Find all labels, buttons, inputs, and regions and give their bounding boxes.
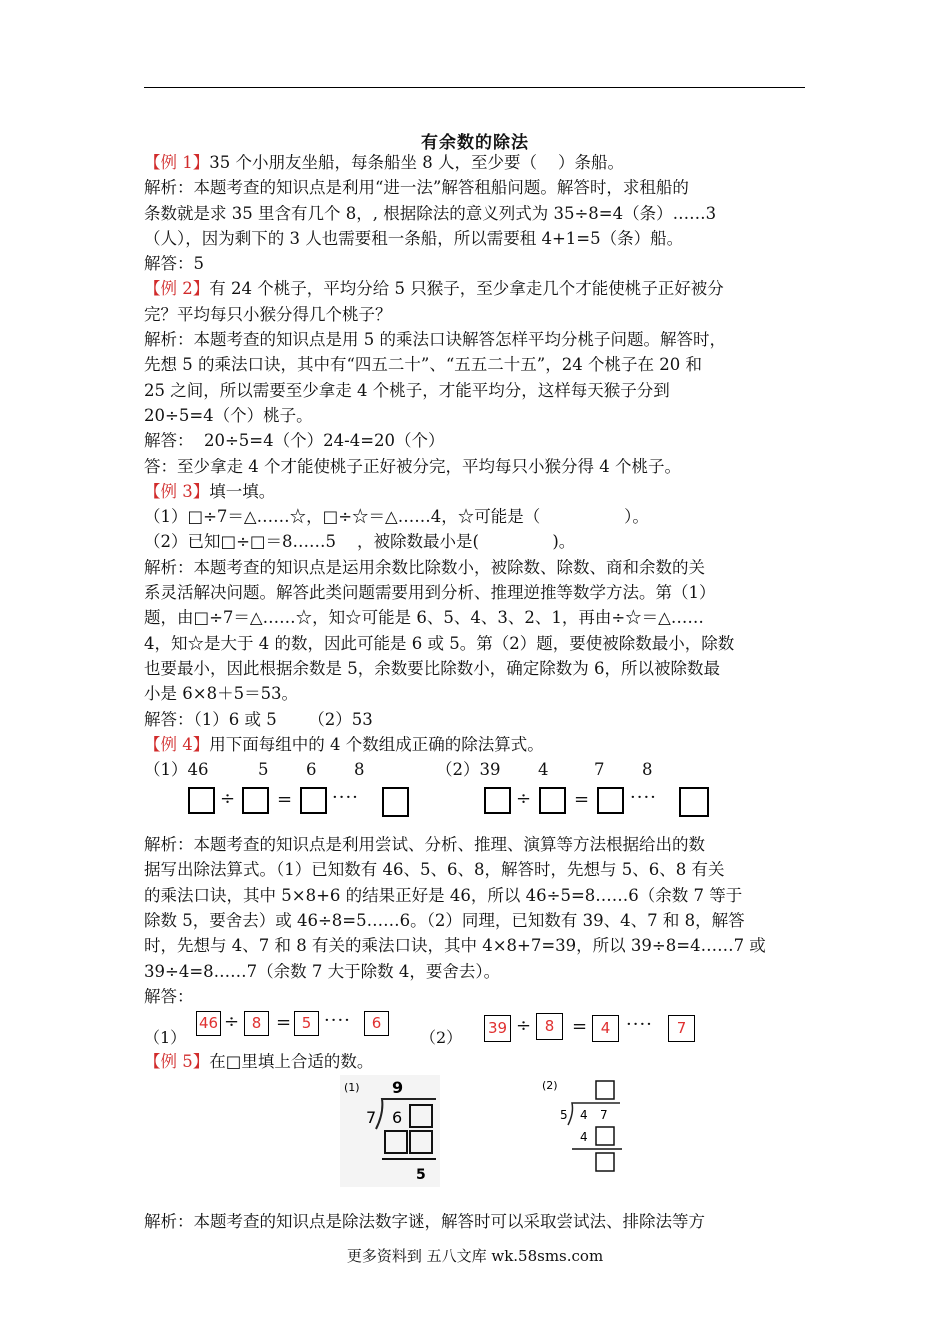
remainder-blank-box bbox=[679, 787, 709, 817]
group-1-number: 6 bbox=[306, 760, 317, 780]
group-2-label: （2）39 bbox=[436, 760, 501, 780]
example-1-analysis: 解析：本题考查的知识点是利用“进一法”解答租船问题。解答时，求租船的 bbox=[144, 178, 689, 198]
example-4-answer-equations bbox=[144, 1009, 808, 1049]
puzzle-2-subtrahend-digit: 4 bbox=[580, 1129, 588, 1144]
quotient-blank-box bbox=[597, 787, 624, 814]
group-1-label: （1）46 bbox=[144, 760, 209, 780]
dividend-blank-box bbox=[188, 787, 215, 814]
puzzle-2-label: (2) bbox=[542, 1078, 558, 1092]
divide-sign: ÷ bbox=[224, 1011, 240, 1033]
example-2-answer: 解答： 20÷5=4（个）24-4=20（个） bbox=[144, 431, 445, 451]
divisor-blank-box bbox=[242, 787, 269, 814]
example-4-answer-label: 解答： bbox=[144, 986, 194, 1006]
example-2-question: 完？平均每只小猴分得几个桃子？ bbox=[144, 304, 392, 324]
group-2-number: 8 bbox=[642, 760, 653, 780]
equals-sign: = bbox=[574, 789, 590, 811]
group-2-number: 7 bbox=[594, 760, 605, 780]
page-title: 有余数的除法 bbox=[421, 133, 529, 153]
example-2-analysis: 先想 5 的乘法口诀，其中有“四五二十”、“五五二十五”，24 个桃子在 20 和 bbox=[144, 355, 702, 375]
puzzle-1-quotient: 9 bbox=[392, 1077, 404, 1097]
answer-remainder-box: 6 bbox=[364, 1011, 389, 1036]
remainder-dots: ···· bbox=[626, 1014, 653, 1036]
example-4-analysis: 39÷4=8……7（余数 7 大于除数 4，要舍去）。 bbox=[144, 961, 501, 981]
example-3-analysis: 小是 6×8＋5＝53。 bbox=[144, 684, 299, 704]
divide-sign: ÷ bbox=[516, 788, 532, 810]
example-2-analysis: 25 之间，所以需要至少拿走 4 个桃子，才能平均分，这样每天猴子分到 bbox=[144, 380, 670, 400]
remainder-blank-box bbox=[382, 787, 409, 817]
example-3-question: 【例 3】填一填。 bbox=[144, 481, 276, 501]
quotient-blank-box bbox=[300, 787, 327, 814]
puzzle-2-blank-box bbox=[596, 1153, 614, 1171]
puzzle-2-dividend-digit: 7 bbox=[600, 1107, 608, 1122]
answer-divisor-box: 8 bbox=[244, 1011, 269, 1036]
group-1-number: 8 bbox=[354, 760, 365, 780]
puzzle-1-label: (1) bbox=[344, 1080, 360, 1094]
example-4-analysis: 除数 5，要舍去）或 46÷8=5……6。（2）同理，已知数有 39、4、7 和 8，解答 bbox=[144, 911, 745, 931]
example-4-analysis: 的乘法口诀，其中 5×8+6 的结果正好是 46，所以 46÷5=8……6（余数 7 等于 bbox=[144, 885, 743, 905]
example-2-analysis: 解析：本题考查的知识点是用 5 的乘法口诀解答怎样平均分桃子问题。解答时， bbox=[144, 330, 726, 350]
divide-sign: ÷ bbox=[220, 788, 236, 810]
example-2-final: 答：至少拿走 4 个才能使桃子正好被分完，平均每只小猴分得 4 个桃子。 bbox=[144, 456, 681, 476]
example-5-tag: 【例 5】 bbox=[144, 1052, 210, 1072]
footer-text: 更多资料到 五八文库 wk.58sms.com bbox=[346, 1247, 604, 1265]
example-5-puzzles bbox=[144, 1075, 808, 1187]
example-2-analysis: 20÷5=4（个）桃子。 bbox=[144, 405, 313, 425]
division-puzzle-figure bbox=[144, 1075, 808, 1187]
example-1-analysis: （人），因为剩下的 3 人也需要租一条船，所以需要租 4+1=5（条）船。 bbox=[144, 228, 684, 248]
divisor-blank-box bbox=[539, 787, 566, 814]
example-5-analysis: 解析：本题考查的知识点是除法数字谜，解答时可以采取尝试法、排除法等方 bbox=[144, 1211, 705, 1231]
example-3-part-2: （2）已知□÷□＝8……5 ，被除数最小是( )。 bbox=[144, 532, 576, 552]
example-4-question: 【例 4】用下面每组中的 4 个数组成正确的除法算式。 bbox=[144, 734, 544, 754]
header-rule bbox=[144, 87, 805, 88]
example-3-part-1: （1）□÷7＝△……☆，□÷☆＝△……4，☆可能是（ ）。 bbox=[144, 507, 649, 527]
example-4-number-groups bbox=[144, 757, 808, 782]
remainder-dots: ···· bbox=[324, 1010, 351, 1032]
answer-2-label: （2） bbox=[420, 1028, 463, 1048]
remainder-dots: ···· bbox=[332, 787, 359, 809]
answer-quotient-box: 4 bbox=[592, 1015, 619, 1042]
group-2-number: 4 bbox=[538, 760, 549, 780]
example-2-tag: 【例 2】 bbox=[144, 279, 210, 299]
equals-sign: = bbox=[572, 1016, 588, 1038]
puzzle-1-remainder: 5 bbox=[416, 1166, 426, 1183]
example-4-blank-equations bbox=[144, 782, 808, 832]
example-3-analysis: 也要最小，因此根据余数是 5，余数要比除数小，确定除数为 6，所以被除数最 bbox=[144, 658, 720, 678]
puzzle-2-divisor: 5 bbox=[560, 1107, 568, 1122]
answer-1-label: （1） bbox=[144, 1028, 187, 1048]
puzzle-2-blank-box bbox=[596, 1081, 614, 1099]
puzzle-1-divisor: 7 bbox=[366, 1107, 377, 1127]
dividend-blank-box bbox=[484, 787, 511, 814]
example-4-analysis: 时，先想与 4、7 和 8 有关的乘法口诀，其中 4×8+7=39，所以 39÷8=4……7 或 bbox=[144, 936, 766, 956]
puzzle-2-division-bracket bbox=[568, 1103, 620, 1125]
example-3-analysis: 解析：本题考查的知识点是运用余数比除数小，被除数、除数、商和余数的关 bbox=[144, 557, 705, 577]
answer-quotient-box: 5 bbox=[294, 1011, 319, 1036]
example-3-analysis: 4，知☆是大于 4 的数，因此可能是 6 或 5。第（2）题，要使被除数最小，除数 bbox=[144, 633, 735, 653]
example-4-analysis: 解析：本题考查的知识点是利用尝试、分析、推理、演算等方法根据给出的数 bbox=[144, 835, 705, 855]
example-5-question: 【例 5】在□里填上合适的数。 bbox=[144, 1052, 374, 1072]
puzzle-2-blank-box bbox=[596, 1127, 614, 1145]
example-1-tag: 【例 1】 bbox=[144, 153, 210, 172]
answer-divisor-box: 8 bbox=[536, 1013, 563, 1040]
answer-remainder-box: 7 bbox=[668, 1015, 695, 1042]
group-1-number: 5 bbox=[258, 760, 269, 780]
example-3-tag: 【例 3】 bbox=[144, 481, 210, 501]
document-body bbox=[144, 150, 808, 1234]
answer-dividend-box: 46 bbox=[196, 1011, 221, 1036]
example-2-question: 【例 2】有 24 个桃子，平均分给 5 只猴子，至少拿走几个才能使桃子正好被分 bbox=[144, 279, 724, 299]
example-4-tag: 【例 4】 bbox=[144, 734, 210, 754]
equals-sign: = bbox=[276, 1012, 292, 1034]
answer-dividend-box: 39 bbox=[484, 1015, 511, 1042]
example-1-answer: 解答：5 bbox=[144, 254, 204, 274]
equals-sign: = bbox=[277, 789, 293, 811]
example-4-analysis: 据写出除法算式。（1）已知数有 46、5、6、8，解答时，先想与 5、6、8 有关 bbox=[144, 860, 725, 880]
remainder-dots: ···· bbox=[630, 787, 657, 809]
spacer bbox=[144, 1187, 808, 1209]
example-3-analysis: 系灵活解决问题。解答此类问题需要用到分析、推理逆推等数学方法。第（1） bbox=[144, 583, 716, 603]
example-3-analysis: 题，由□÷7＝△……☆，知☆可能是 6、5、4、3、2、1，再由÷☆＝△…… bbox=[144, 608, 704, 628]
puzzle-1-dividend: 6 bbox=[392, 1107, 403, 1127]
example-1-question: 【例 1】35 个小朋友坐船，每条船坐 8 人，至少要（ ）条船。 bbox=[144, 153, 624, 172]
puzzle-2-dividend-digit: 4 bbox=[580, 1107, 588, 1122]
example-1-analysis: 条数就是求 35 里含有几个 8，, 根据除法的意义列式为 35÷8=4（条）……3 bbox=[144, 203, 717, 223]
example-3-answer: 解答：（1）6 或 5 （2）53 bbox=[144, 709, 373, 729]
divide-sign: ÷ bbox=[516, 1015, 532, 1037]
